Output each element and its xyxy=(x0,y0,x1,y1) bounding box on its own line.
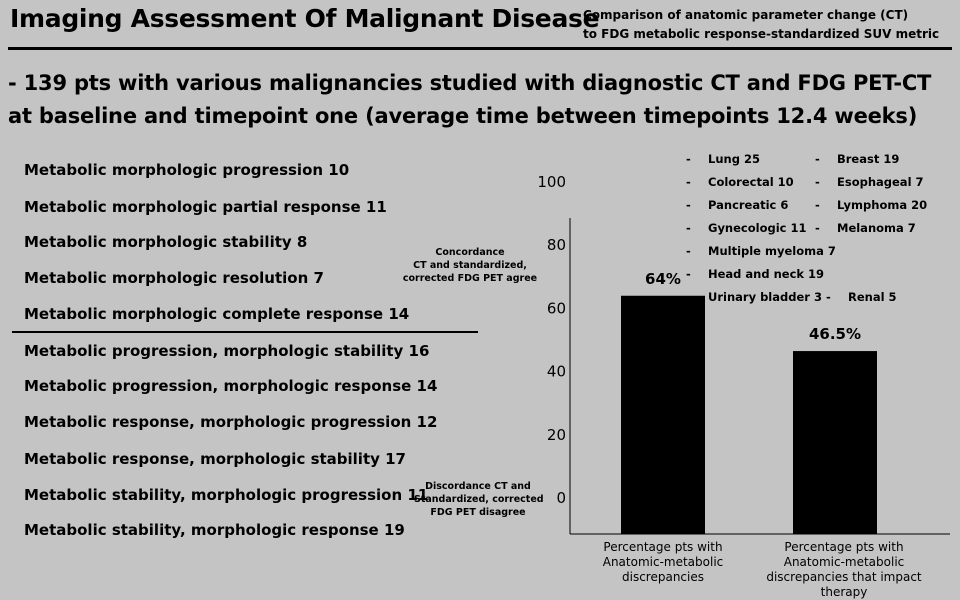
x-category-line: discrepancies that impact therapy xyxy=(766,570,922,599)
concordance-item: Metabolic morphologic resolution 7 xyxy=(24,269,324,287)
malignancy-item xyxy=(815,175,924,189)
concordance-item: Metabolic morphologic complete response 14 xyxy=(24,305,410,323)
list-dash: - xyxy=(686,244,691,258)
y-tick-label: 20 xyxy=(546,425,566,444)
malignancy-label: Esophageal 7 xyxy=(837,175,924,189)
y-tick-label: 80 xyxy=(546,236,566,255)
concordance-note xyxy=(400,246,540,285)
malignancy-label: Lung 25 xyxy=(708,152,760,166)
discordance-note-line: Standardized, corrected xyxy=(414,494,544,505)
discordance-note-line: Discordance CT and xyxy=(425,481,531,492)
x-category-line: Anatomic-metabolic xyxy=(602,555,724,569)
malignancy-label: Lymphoma 20 xyxy=(837,198,928,212)
subtitle-line-2: to FDG metabolic response-standardized SUV metric xyxy=(583,27,940,41)
list-dash: - xyxy=(815,221,820,235)
discordance-item: Metabolic response, morphologic stability 17 xyxy=(24,450,406,468)
concordance-item: Metabolic morphologic partial response 11 xyxy=(24,198,387,216)
malignancy-label: Pancreatic 6 xyxy=(708,198,789,212)
malignancy-label: Breast 19 xyxy=(837,152,900,166)
list-dash: - xyxy=(686,152,691,166)
malignancy-label: Multiple myeloma 7 xyxy=(708,244,836,258)
x-category-line: discrepancies xyxy=(622,570,704,584)
malignancy-label: Head and neck 19 xyxy=(708,267,825,281)
list-dash: - xyxy=(826,290,831,304)
y-axis xyxy=(537,173,950,534)
discordance-item: Metabolic progression, morphologic response 14 xyxy=(24,377,438,395)
page-subtitle xyxy=(583,6,939,44)
group-divider xyxy=(12,331,478,333)
bar xyxy=(621,296,705,534)
malignancy-label: Colorectal 10 xyxy=(708,175,794,189)
list-dash: - xyxy=(686,221,691,235)
concordance-item: Metabolic morphologic stability 8 xyxy=(24,233,308,251)
malignancy-item xyxy=(815,152,899,166)
x-category-line: Anatomic-metabolic xyxy=(783,555,905,569)
discordance-item: Metabolic stability, morphologic response 19 xyxy=(24,521,405,539)
discordance-item: Metabolic stability, morphologic progression 11 xyxy=(24,486,429,504)
discordance-item: Metabolic progression, morphologic stability 16 xyxy=(24,342,430,360)
y-tick-label: 0 xyxy=(556,489,566,507)
list-dash: - xyxy=(686,198,691,212)
malignancy-label: Melanoma 7 xyxy=(837,221,916,235)
malignancy-label: Renal 5 xyxy=(848,290,897,304)
concordance-note-line: CT and standardized, xyxy=(413,260,527,271)
discordance-item: Metabolic response, morphologic progression 12 xyxy=(24,413,438,431)
bar-data-label: 64% xyxy=(645,269,681,288)
x-category-line: Percentage pts with xyxy=(784,540,904,554)
x-category-line: Percentage pts with xyxy=(603,540,723,554)
list-dash: - xyxy=(815,198,820,212)
bars xyxy=(621,270,877,534)
x-category-label xyxy=(563,540,763,585)
concordance-item: Metabolic morphologic progression 10 xyxy=(24,161,350,179)
list-dash: - xyxy=(815,175,820,189)
malignancy-item xyxy=(686,175,794,189)
y-tick-label: 100 xyxy=(537,173,566,191)
list-dash: - xyxy=(686,175,691,189)
x-category-label xyxy=(744,540,944,600)
malignancy-label: Urinary bladder 3 xyxy=(708,290,822,304)
subtitle-line-1: Comparison of anatomic parameter change (CT) xyxy=(583,8,909,22)
title-divider xyxy=(8,47,952,50)
bar xyxy=(793,351,877,534)
list-dash: - xyxy=(686,267,691,281)
concordance-note-line: Concordance xyxy=(435,247,505,258)
bar-data-label: 46.5% xyxy=(808,325,862,344)
list-dash: - xyxy=(815,152,820,166)
study-summary: - 139 pts with various malignancies studied with diagnostic CT and FDG PET-CT at baseline and timepoint one (average time between timepoints 12.4 weeks) xyxy=(8,71,932,128)
y-tick-label: 40 xyxy=(546,362,566,381)
malignancy-label: Gynecologic 11 xyxy=(708,221,807,235)
page-title: Imaging Assessment Of Malignant Disease xyxy=(10,4,600,33)
malignancy-item xyxy=(686,152,760,166)
y-tick-label: 60 xyxy=(546,299,566,318)
discordance-note-line: FDG PET disagree xyxy=(430,507,526,518)
concordance-note-line: corrected FDG PET agree xyxy=(402,273,538,284)
